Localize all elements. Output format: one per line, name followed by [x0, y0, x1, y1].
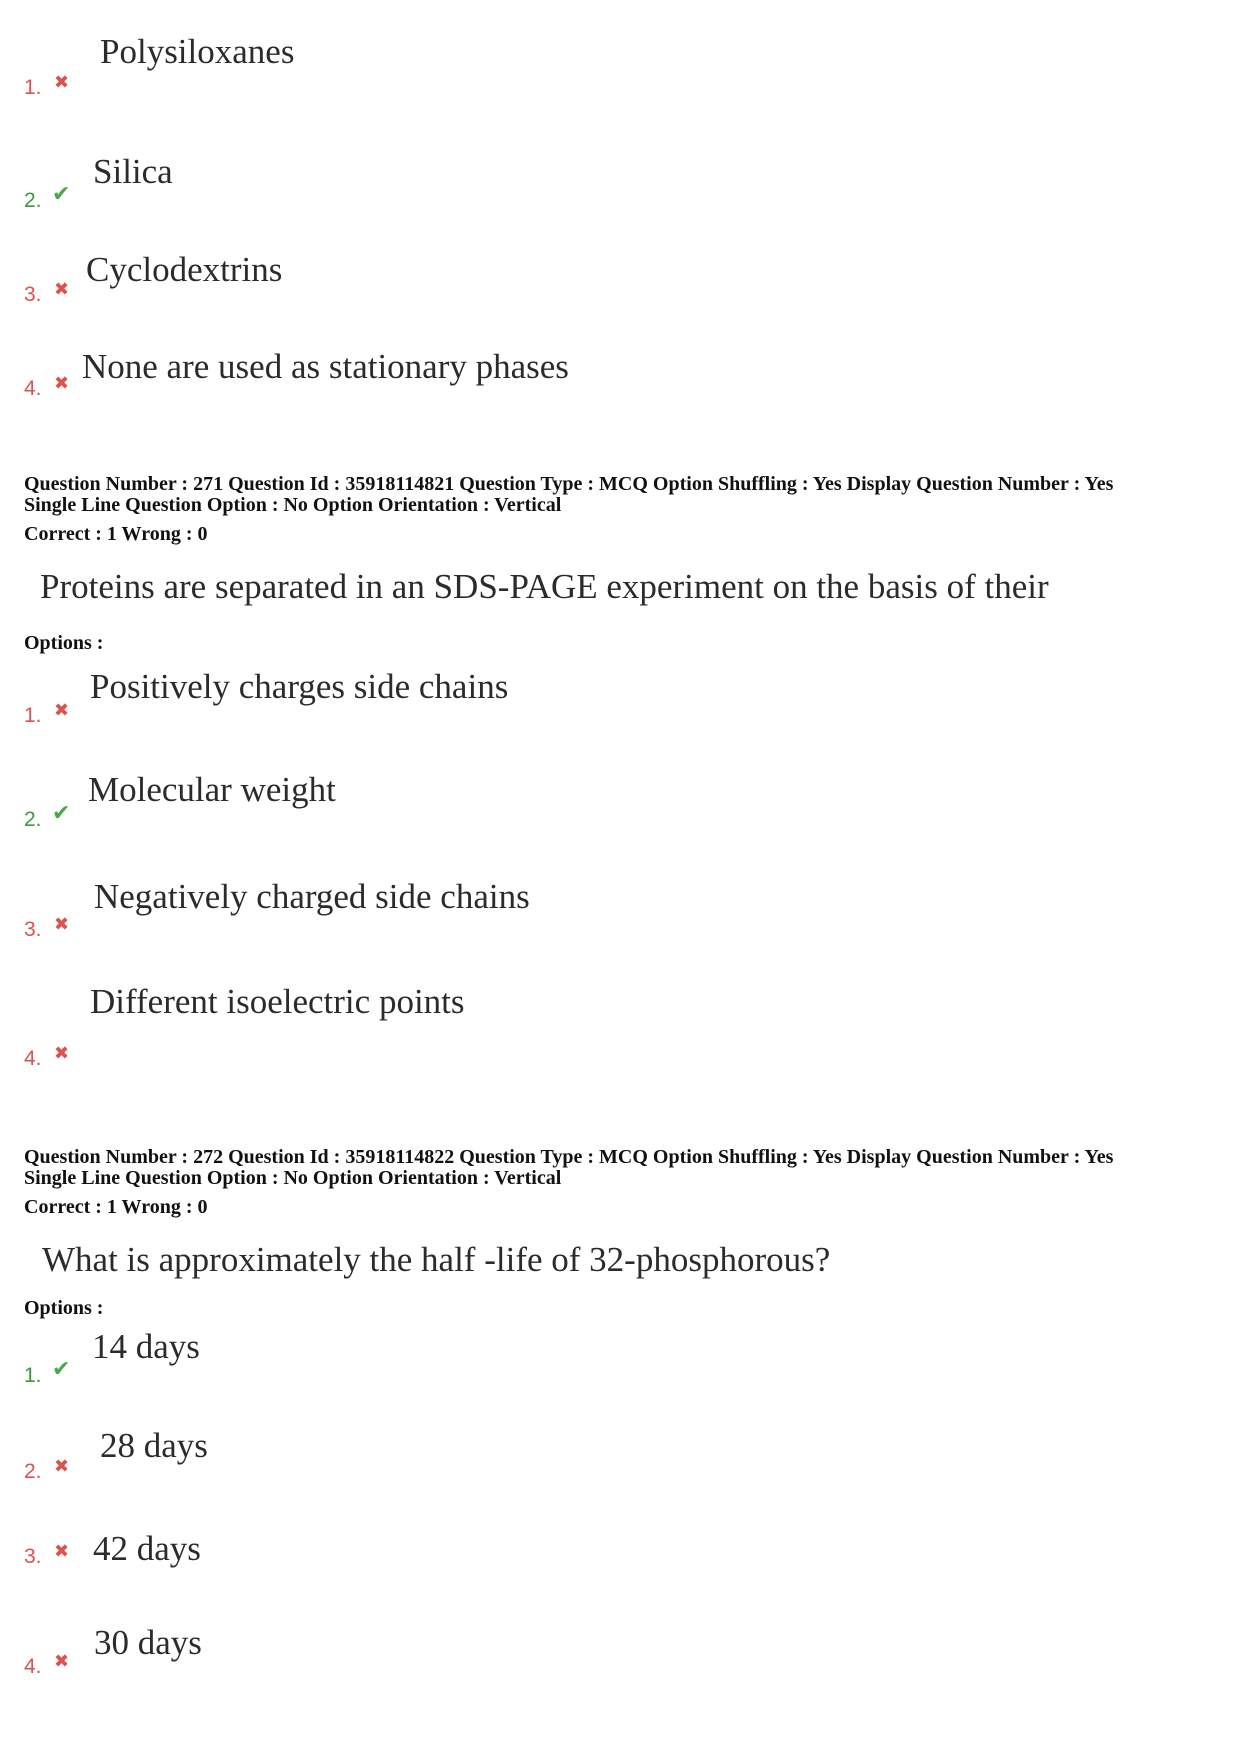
cross-icon: ✖ — [54, 914, 70, 935]
cross-icon: ✖ — [54, 1541, 70, 1562]
option-number: 4. — [24, 377, 42, 400]
check-icon: ✔ — [52, 182, 71, 207]
question-meta-line2: Single Line Question Option : No Option Orientation : Vertical — [24, 1167, 562, 1189]
option-number: 4. — [24, 1047, 42, 1070]
question-text: What is approximately the half -life of 32-phosphorous? — [42, 1240, 831, 1279]
option-text: 14 days — [92, 1327, 200, 1366]
option-text: Silica — [93, 152, 173, 191]
options-label: Options : — [24, 1297, 104, 1319]
option-number: 4. — [24, 1655, 42, 1678]
option-text: Molecular weight — [88, 770, 336, 809]
options-label: Options : — [24, 632, 104, 654]
option-number: 2. — [24, 1460, 42, 1483]
cross-icon: ✖ — [54, 279, 70, 300]
cross-icon: ✖ — [54, 373, 70, 394]
check-icon: ✔ — [52, 801, 71, 826]
option-text: Cyclodextrins — [86, 250, 283, 289]
question-meta-line1: Question Number : 272 Question Id : 35918114822 Question Type : MCQ Option Shuffling : Yes Display Question Number : Yes — [24, 1146, 1114, 1168]
option-text: 30 days — [94, 1623, 202, 1662]
option-number: 3. — [24, 1545, 42, 1568]
option-number: 3. — [24, 283, 42, 306]
option-number: 2. — [24, 189, 42, 212]
option-text: Polysiloxanes — [100, 32, 295, 71]
cross-icon: ✖ — [54, 72, 70, 93]
option-text: None are used as stationary phases — [82, 347, 569, 386]
option-text: Positively charges side chains — [90, 667, 509, 706]
option-text: Negatively charged side chains — [94, 877, 530, 916]
question-meta-line1: Question Number : 271 Question Id : 35918114821 Question Type : MCQ Option Shuffling : Yes Display Question Number : Yes — [24, 473, 1114, 495]
question-text: Proteins are separated in an SDS-PAGE experiment on the basis of their — [40, 567, 1049, 606]
option-number: 1. — [24, 704, 42, 727]
cross-icon: ✖ — [54, 700, 70, 721]
option-text: Different isoelectric points — [90, 982, 465, 1021]
score-line: Correct : 1 Wrong : 0 — [24, 1196, 208, 1218]
option-number: 1. — [24, 76, 42, 99]
question-meta-line2: Single Line Question Option : No Option Orientation : Vertical — [24, 494, 562, 516]
cross-icon: ✖ — [54, 1456, 70, 1477]
check-icon: ✔ — [52, 1357, 71, 1382]
cross-icon: ✖ — [54, 1651, 70, 1672]
option-number: 2. — [24, 808, 42, 831]
option-number: 3. — [24, 918, 42, 941]
cross-icon: ✖ — [54, 1043, 70, 1064]
option-number: 1. — [24, 1364, 42, 1387]
score-line: Correct : 1 Wrong : 0 — [24, 523, 208, 545]
option-text: 28 days — [100, 1426, 208, 1465]
option-text: 42 days — [93, 1529, 201, 1568]
